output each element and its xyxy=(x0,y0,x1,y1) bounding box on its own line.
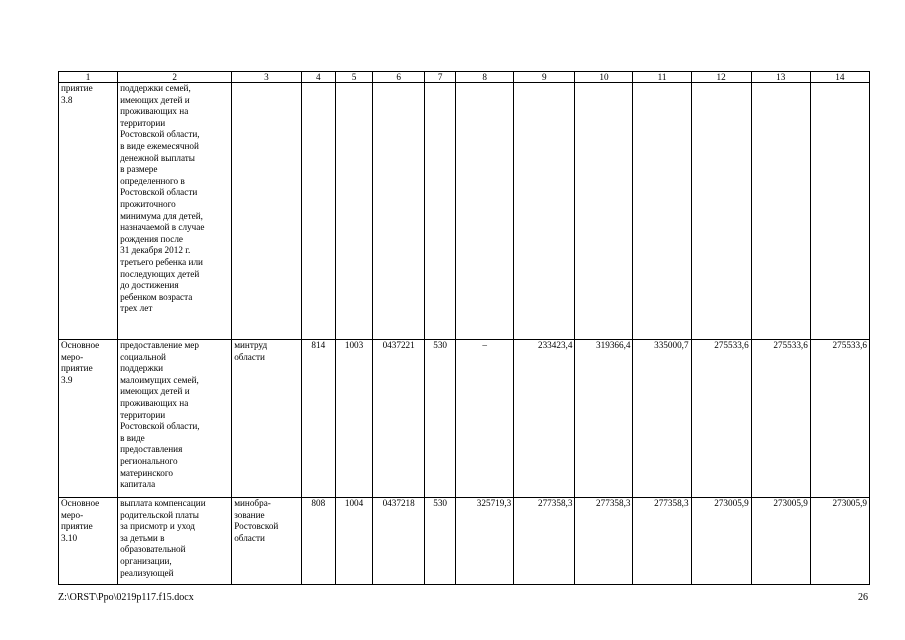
table-cell: – xyxy=(456,340,514,498)
header-cell: 10 xyxy=(575,72,633,83)
column-number-row xyxy=(59,72,870,83)
table-cell: 335000,7 xyxy=(633,340,691,498)
measure-id-cell: Основное меро- приятие 3.9 xyxy=(59,340,118,498)
table-cell: 273005,9 xyxy=(810,498,869,585)
table-cell: 1004 xyxy=(335,498,372,585)
table-cell: 275533,6 xyxy=(810,340,869,498)
measure-description-cell: выплата компенсации родительской платы за присмотр и уход за детьми в образовательной организации, реализующей xyxy=(118,498,232,585)
page-number: 26 xyxy=(858,592,868,603)
table-cell: 273005,9 xyxy=(751,498,810,585)
table-cell: 530 xyxy=(425,340,456,498)
table-cell xyxy=(691,83,751,340)
table-cell xyxy=(575,83,633,340)
table-cell xyxy=(335,83,372,340)
header-cell: 6 xyxy=(373,72,425,83)
table-cell: 808 xyxy=(301,498,335,585)
table-cell xyxy=(373,83,425,340)
table-cell: 814 xyxy=(301,340,335,498)
header-cell: 2 xyxy=(118,72,232,83)
table-cell: 0437221 xyxy=(373,340,425,498)
table-cell: 319366,4 xyxy=(575,340,633,498)
header-cell: 5 xyxy=(335,72,372,83)
executor-cell: минтруд области xyxy=(232,340,301,498)
table-cell xyxy=(633,83,691,340)
header-cell: 8 xyxy=(456,72,514,83)
table-row xyxy=(59,498,870,585)
executor-cell: минобра- зование Ростовской области xyxy=(232,498,301,585)
table-cell xyxy=(514,83,575,340)
table-cell xyxy=(751,83,810,340)
table-cell: 277358,3 xyxy=(575,498,633,585)
table-cell xyxy=(810,83,869,340)
measure-description-cell: поддержки семей, имеющих детей и проживающих на территории Ростовской области, в виде ежемесячной денежной выплаты в размере определенного в Ростовской области прожиточного минимума для детей, назначаемой в случае рождения после 31 декабря 2012 г. третьего ребенка или последующих детей до достижения ребенком возраста трех лет xyxy=(118,83,232,340)
table-cell: 275533,6 xyxy=(751,340,810,498)
table-cell: 1003 xyxy=(335,340,372,498)
header-cell: 9 xyxy=(514,72,575,83)
table-cell: 233423,4 xyxy=(514,340,575,498)
table-cell: 325719,3 xyxy=(456,498,514,585)
measure-id-cell: приятие 3.8 xyxy=(59,83,118,340)
measure-id-cell: Основное меро- приятие 3.10 xyxy=(59,498,118,585)
header-cell: 13 xyxy=(751,72,810,83)
header-cell: 12 xyxy=(691,72,751,83)
program-table xyxy=(58,71,870,585)
executor-cell xyxy=(232,83,301,340)
table-cell: 277358,3 xyxy=(633,498,691,585)
header-cell: 11 xyxy=(633,72,691,83)
table-cell: 0437218 xyxy=(373,498,425,585)
table-cell xyxy=(456,83,514,340)
header-cell: 3 xyxy=(232,72,301,83)
table-cell: 275533,6 xyxy=(691,340,751,498)
measure-description-cell: предоставление мер социальной поддержки малоимущих семей, имеющих детей и проживающих на территории Ростовской области, в виде предоставления регионального материнского капитала xyxy=(118,340,232,498)
header-cell: 1 xyxy=(59,72,118,83)
table-row xyxy=(59,340,870,498)
table-row xyxy=(59,83,870,340)
table-cell: 277358,3 xyxy=(514,498,575,585)
table-cell xyxy=(425,83,456,340)
header-cell: 4 xyxy=(301,72,335,83)
table-cell: 530 xyxy=(425,498,456,585)
table-cell xyxy=(301,83,335,340)
header-cell: 7 xyxy=(425,72,456,83)
table-cell: 273005,9 xyxy=(691,498,751,585)
footer-file-path: Z:\ORST\Ppo\0219p117.f15.docx xyxy=(58,592,194,603)
header-cell: 14 xyxy=(810,72,869,83)
